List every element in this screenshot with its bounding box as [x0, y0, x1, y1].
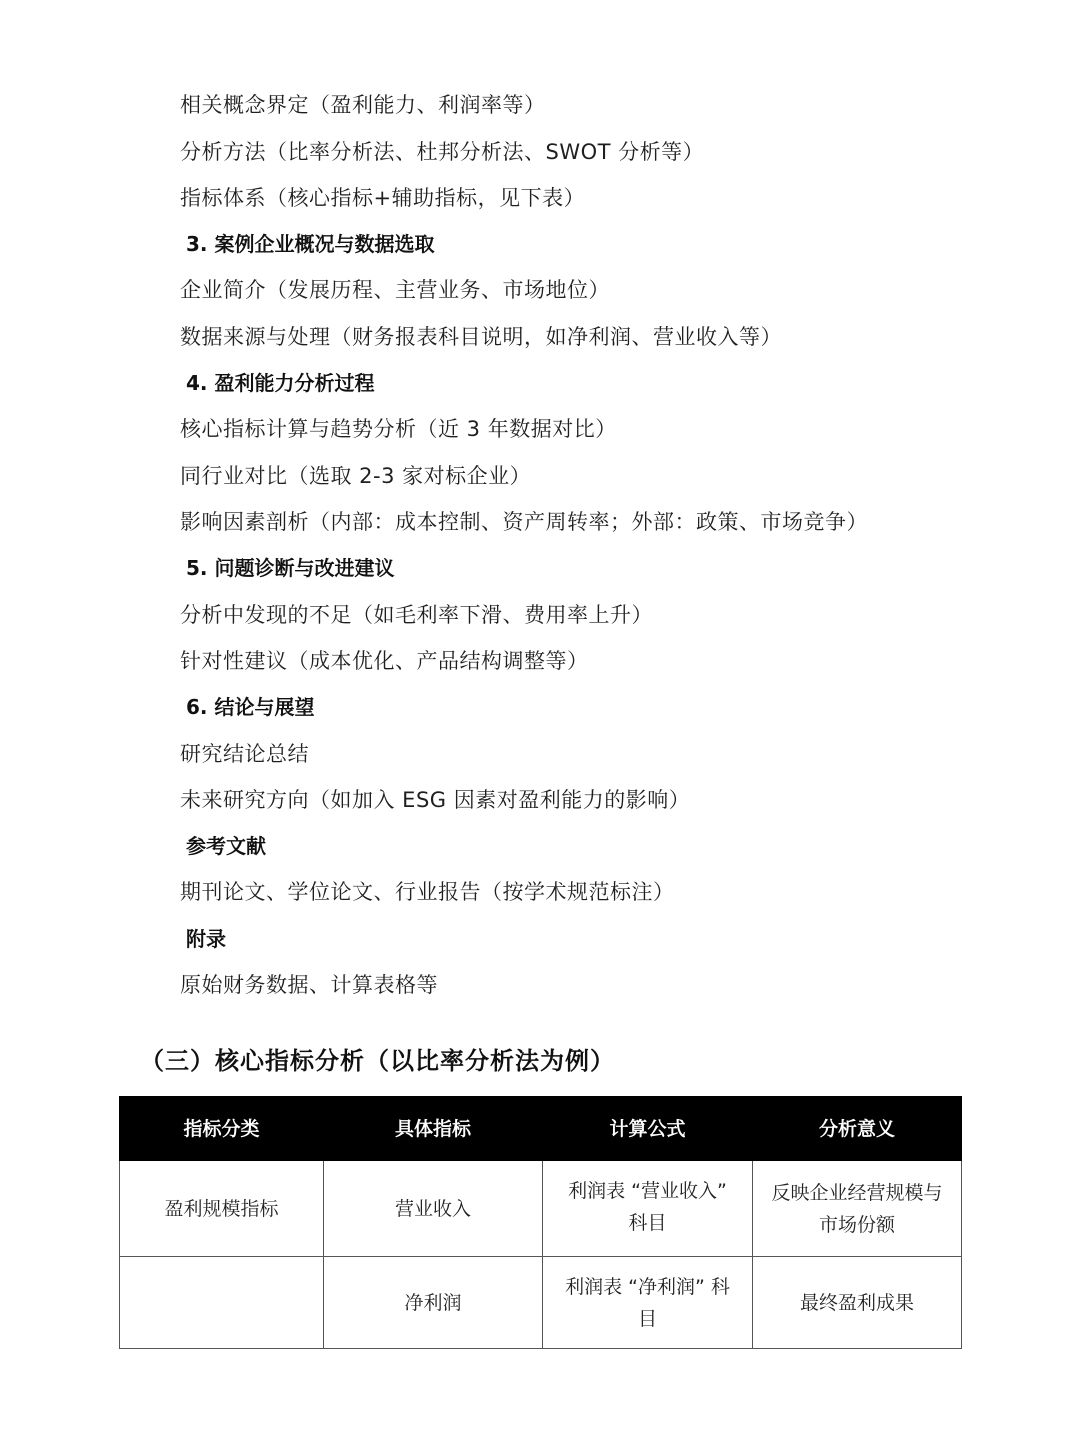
metrics-table — [119, 1096, 962, 1349]
table-row — [120, 1257, 962, 1349]
outline-item: 原始财务数据、计算表格等 — [180, 973, 438, 997]
table-header-cell: 指标分类 — [120, 1097, 324, 1161]
outline-heading: 5. 问题诊断与改进建议 — [186, 556, 395, 580]
outline-item: 针对性建议（成本优化、产品结构调整等） — [180, 649, 589, 673]
table-header-row — [120, 1097, 962, 1161]
table-header-cell: 具体指标 — [324, 1097, 543, 1161]
table-header-cell: 计算公式 — [543, 1097, 753, 1161]
outline-heading: 3. 案例企业概况与数据选取 — [186, 232, 435, 256]
outline-item: 指标体系（核心指标+辅助指标，见下表） — [180, 186, 586, 210]
table-cell: 营业收入 — [324, 1161, 543, 1257]
outline-item: 数据来源与处理（财务报表科目说明，如净利润、营业收入等） — [180, 325, 782, 349]
outline-heading: 4. 盈利能力分析过程 — [186, 371, 375, 395]
table-cell — [120, 1257, 324, 1349]
table-row — [120, 1161, 962, 1257]
table-cell: 净利润 — [324, 1257, 543, 1349]
outline-item: 相关概念界定（盈利能力、利润率等） — [180, 93, 546, 117]
outline-heading: 6. 结论与展望 — [186, 695, 315, 719]
outline-item: 核心指标计算与趋势分析（近 3 年数据对比） — [180, 417, 617, 441]
outline-heading: 附录 — [186, 927, 226, 951]
section-title: （三）核心指标分析（以比率分析法为例） — [140, 1047, 615, 1075]
table-cell: 利润表 “营业收入” 科目 — [543, 1161, 753, 1257]
outline-item: 期刊论文、学位论文、行业报告（按学术规范标注） — [180, 880, 675, 904]
outline-item: 研究结论总结 — [180, 742, 309, 766]
outline-item: 企业简介（发展历程、主营业务、市场地位） — [180, 278, 610, 302]
outline-item: 分析中发现的不足（如毛利率下滑、费用率上升） — [180, 603, 653, 627]
outline-item: 分析方法（比率分析法、杜邦分析法、SWOT 分析等） — [180, 140, 705, 164]
table-cell: 利润表 “净利润” 科目 — [543, 1257, 753, 1349]
table-header-cell: 分析意义 — [753, 1097, 962, 1161]
outline-item: 未来研究方向（如加入 ESG 因素对盈利能力的影响） — [180, 788, 691, 812]
outline-heading: 参考文献 — [186, 834, 266, 858]
table-cell: 反映企业经营规模与市场份额 — [753, 1161, 962, 1257]
outline-item: 影响因素剖析（内部：成本控制、资产周转率；外部：政策、市场竞争） — [180, 510, 868, 534]
table-cell: 最终盈利成果 — [753, 1257, 962, 1349]
table-cell: 盈利规模指标 — [120, 1161, 324, 1257]
outline-item: 同行业对比（选取 2-3 家对标企业） — [180, 464, 532, 488]
